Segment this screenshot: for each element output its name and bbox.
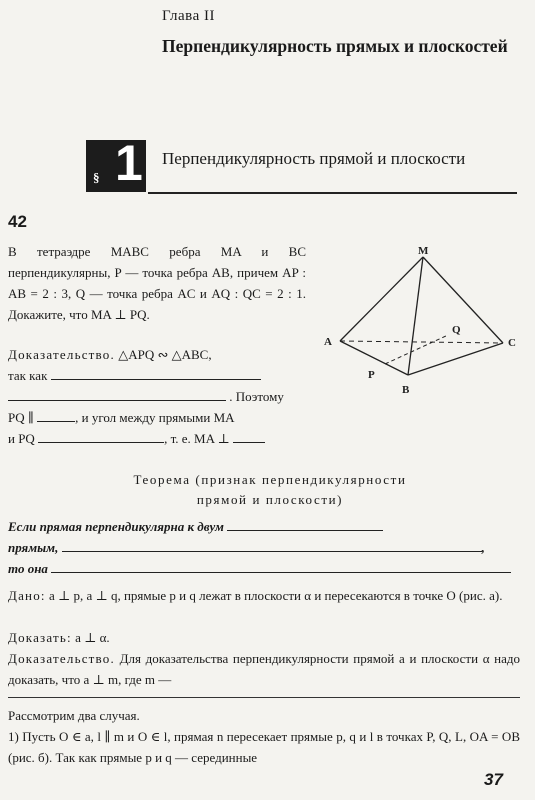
prove-text: a ⊥ α. bbox=[75, 630, 110, 645]
proof-and-pq: и PQ bbox=[8, 431, 35, 446]
proof-line-1 bbox=[8, 344, 212, 365]
section-divider bbox=[148, 192, 517, 194]
label-q: Q bbox=[452, 324, 461, 336]
given-text: a ⊥ p, a ⊥ q, прямые p и q лежат в плоскости α и пересекаются в точке O (рис. а). bbox=[48, 588, 503, 603]
answer-blank[interactable] bbox=[37, 409, 75, 422]
cases-intro: Рассмотрим два случая. bbox=[8, 708, 140, 723]
chapter-title: Перпендикулярность прямых и плоскостей bbox=[162, 36, 508, 56]
theorem-line-1 bbox=[8, 518, 383, 535]
label-c: C bbox=[508, 337, 516, 349]
tetrahedron-figure bbox=[318, 245, 523, 400]
theorem-text-1: Если прямая перпендикулярна к двум bbox=[8, 519, 224, 534]
edge-mc bbox=[423, 257, 503, 343]
given-label: Дано: bbox=[8, 588, 46, 603]
theorem-blank[interactable] bbox=[227, 518, 383, 531]
chapter-label: Глава II bbox=[162, 8, 215, 24]
section-sign: § bbox=[93, 170, 100, 185]
theorem-line-3 bbox=[8, 560, 511, 577]
label-m: M bbox=[418, 245, 429, 257]
theorem-heading-line2: прямой и плоскости) bbox=[196, 492, 344, 507]
proof-therefore: . Поэтому bbox=[229, 389, 284, 404]
proof-so: так как bbox=[8, 368, 48, 383]
label-b: B bbox=[402, 384, 410, 396]
theorem-heading bbox=[60, 470, 480, 510]
proof-similarity: △APQ ∾ △ABC, bbox=[118, 347, 212, 362]
prove-label: Доказать: bbox=[8, 630, 72, 645]
answer-blank[interactable] bbox=[233, 430, 265, 443]
section-title: Перпендикулярность прямой и плоскости bbox=[162, 149, 466, 168]
segment-pq bbox=[385, 335, 448, 364]
theorem-blank[interactable] bbox=[51, 560, 511, 573]
theorem-comma: , bbox=[481, 540, 485, 555]
proof-block bbox=[8, 648, 520, 690]
proof-line-3 bbox=[8, 386, 284, 407]
task-statement: В тетраэдре MABC ребра MA и BC перпендикулярны, P — точка ребра AB, причем AP : AB = 2 : 3, Q — точка ребра AC и AQ : QC = 2 : 1. Докажите, что MA ⊥ PQ. bbox=[8, 244, 306, 322]
proof-block-label: Доказательство. bbox=[8, 651, 115, 666]
proof-line-2 bbox=[8, 365, 261, 386]
theorem-text-3: то она bbox=[8, 561, 48, 576]
label-p: P bbox=[368, 369, 375, 381]
proof-line-5 bbox=[8, 428, 265, 449]
proof-pq-parallel: PQ ∥ bbox=[8, 410, 34, 425]
proof-block-text: Для доказательства перпендикулярности прямой a и плоскости α надо доказать, что a ⊥ m, где m — bbox=[8, 651, 521, 687]
edge-bc bbox=[408, 343, 503, 375]
prove-block bbox=[8, 627, 520, 648]
proof-line-4 bbox=[8, 407, 235, 428]
edge-ac bbox=[340, 341, 503, 343]
theorem-text-2: прямым, bbox=[8, 540, 59, 555]
proof-angle: , и угол между прямыми MA bbox=[75, 410, 235, 425]
answer-line[interactable] bbox=[8, 697, 520, 698]
answer-blank[interactable] bbox=[8, 388, 226, 401]
edge-mb bbox=[408, 257, 423, 375]
answer-blank[interactable] bbox=[51, 367, 261, 380]
page-number: 37 bbox=[484, 770, 503, 789]
theorem-heading-line1: Теорема (признак перпендикулярности bbox=[133, 472, 407, 487]
case-1: 1) Пусть O ∈ a, l ∥ m и O ∈ l, прямая n пересекает прямые p, q и l в точках P, Q, L, OA = OB (рис. б). Так как прямые p и q — серединные bbox=[8, 729, 520, 765]
edge-ma bbox=[340, 257, 423, 341]
proof-label: Доказательство. bbox=[8, 347, 115, 362]
task-number: 42 bbox=[8, 212, 27, 231]
theorem-line-2 bbox=[8, 539, 485, 556]
given-block bbox=[8, 585, 520, 606]
label-a: A bbox=[324, 336, 332, 348]
theorem-blank[interactable] bbox=[62, 539, 482, 552]
section-number: 1 bbox=[115, 135, 143, 191]
answer-blank[interactable] bbox=[38, 430, 164, 443]
proof-ie: , т. е. MA ⊥ bbox=[164, 431, 230, 446]
